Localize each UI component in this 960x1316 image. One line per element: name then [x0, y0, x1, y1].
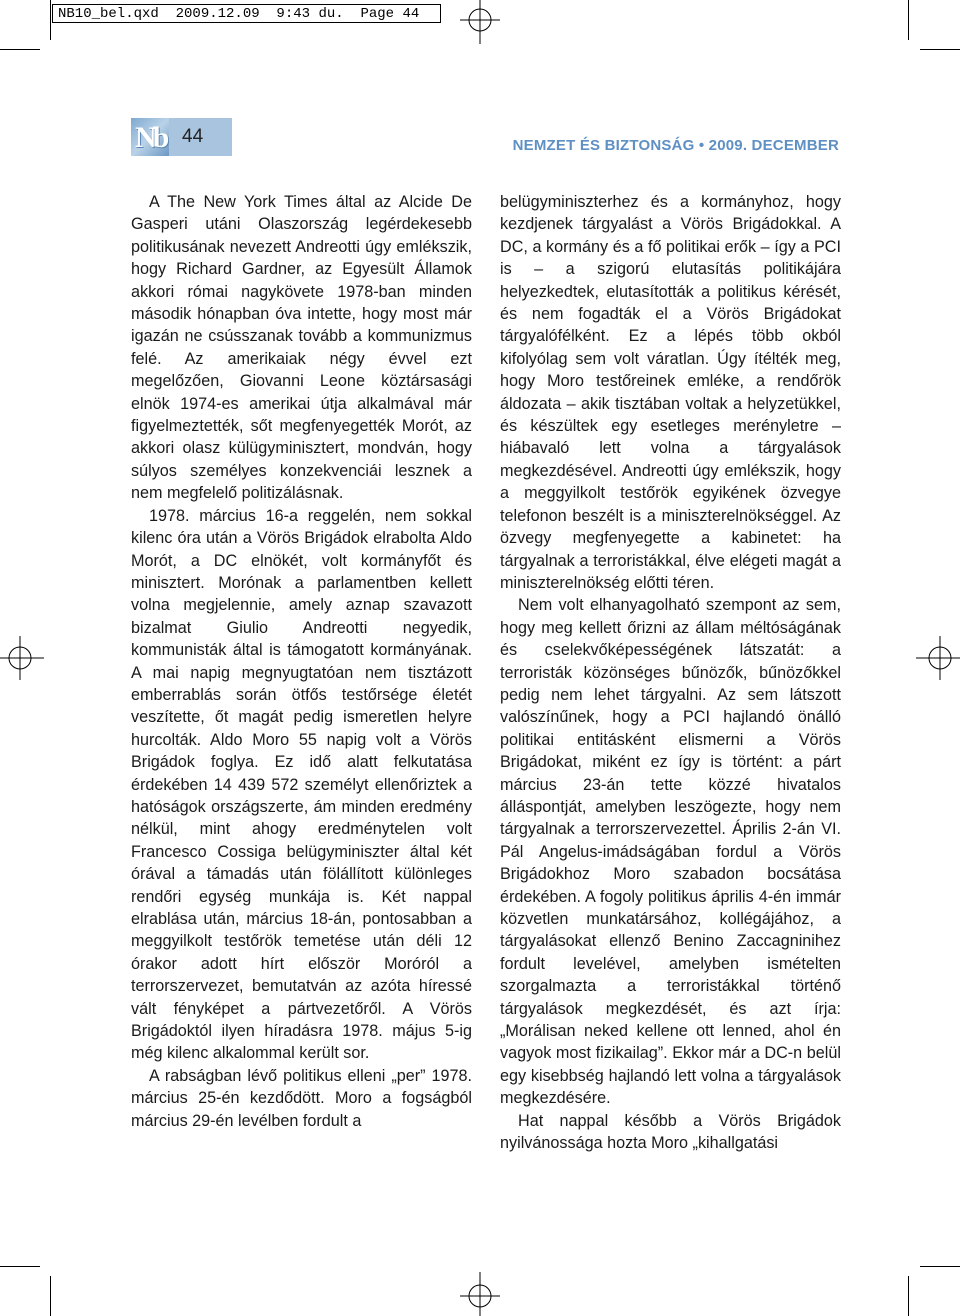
paragraph: Nem volt elhanyagolható szempont az sem, hogy meg kellett őrizni az állam méltóságának és cselekvőképességének látszatát: a terroristák közönséges bűnözők, bűnözőkkel pedig nem lehet tárgyalni. Az sem látszott valószínűnek, hogy a PCI hajlandó önálló politikai entitásként elismerni a Vörös Brigádokat, miként ez így is történt: a párt március 23-án tette közzé hivatalos álláspontját, amelyben leszögezte, hogy nem tárgyalnak a terrorszervezettel. Április 2-án VI. Pál Angelus-imádságában fordul a Vörös Brigádokhoz Moro szabadon bocsátása érdekében. A fogoly politikus április 4-én immár közvetlen munkatársához, kollégájához, a tárgyalásokat ellenző Benino Zaccagninihez fordult levelével, amelyben ismételten szorgalmazta a terroristákkal történő tárgyalások megkezdését, és azt írja: „Morálisan neked kellene ott lenned, ahol én vagyok most fizikailag”. Ekkor már a DC-n belül egy kisebbség hajlandó lett volna a tárgyalások megkezdésére.	[500, 596, 841, 1108]
trim-mark	[0, 1266, 40, 1267]
paragraph: belügyminiszterhez és a kormányhoz, hogy kezdjenek tárgyalást a Vörös Brigádokkal. A DC, a kormány és a fő politikai erők – így a PCI is – a szigorú elutasítás politikájára helyezkedtek, elutasították a politikus kérését, és nem fogadták el a Vörös Brigádokat tárgyalófélként. Ez a lépés több okból kifolyólag sem volt váratlan. Úgy ítélték meg, hogy Moro testőreinek emléke, a rendőrök áldozata – akik tisztában voltak a helyzetükkel, és készültek egy esetleges merényletre – hiábavaló lett volna a tárgyalások megkezdésével. Andreotti úgy emlékszik, hogy a meggyilkolt testőrök egyikének özvegye telefonon beszélt is a miniszterelnökséggel. Az özvegy megfenyegette a kabinetet: ha tárgyalnak a terroristákkal, élve elégeti magát a miniszterelnökség előtti téren.	[500, 193, 841, 592]
journal-logo	[131, 118, 169, 156]
paragraph: A rabságban lévő politikus elleni „per” 1978. március 25-én kezdődött. Moro a fogságból március 29-én levélben fordult a	[131, 1066, 472, 1130]
paragraph: A The New York Times által az Alcide De Gasperi utáni Olaszország legérdekesebb politikusának nevezett Andreotti úgy emlékszik, hogy Richard Gardner, az Egyesült Államok akkori római nagykövete 1978-ban minden második hónapban óva intette, hogy most már igazán ne csússzanak tovább a kommunizmus felé. Az amerikaiak négy évvel ezt megelőzően, Giovanni Leone köztársasági elnök 1974-es amerikai útja alkalmával már figyelmeztették, sőt megfenyegették Morót, az akkori olasz külügyminisztert, mondván, hogy súlyos személyes konzekvenciái lesznek a nem megfelelő politizálásnak.	[131, 193, 472, 503]
trim-mark	[920, 49, 960, 50]
running-head: NEMZET ÉS BIZTONSÁG • 2009. DECEMBER	[512, 137, 839, 154]
paragraph: Hat nappal később a Vörös Brigádok nyilvánossága hozta Moro „kihallgatási	[500, 1111, 841, 1153]
registration-mark-right	[916, 636, 960, 680]
trim-mark	[908, 1276, 909, 1316]
trim-mark	[908, 0, 909, 40]
left-column	[131, 191, 472, 1132]
trim-mark	[0, 49, 40, 50]
right-column	[500, 191, 841, 1154]
trim-mark	[50, 1276, 51, 1316]
trim-mark	[920, 1266, 960, 1267]
registration-mark-bottom	[458, 1272, 502, 1316]
registration-mark-top	[458, 0, 502, 44]
registration-mark-left	[0, 636, 44, 680]
printer-slug: NB10_bel.qxd 2009.12.09 9:43 du. Page 44	[52, 4, 441, 23]
paragraph: 1978. március 16-a reggelén, nem sokkal kilenc óra után a Vörös Brigádok elrabolta Aldo Morót, a DC elnökét, volt kormányfőt és minisztert. Morónak a parlamentben kellett volna megjelennie, amely aznap szavazott bizalmat Giulio Andreotti negyedik, kommunisták által is támogatott kormányának. A mai napig megnyugtatóan nem tisztázott emberrablás során ötfős testőrsége életét veszítette, őt magát pedig ismeretlen helyre hurcolták. Aldo Moro 55 napig volt a Vörös Brigádok foglya. Ez idő alatt felkutatása érdekében 14 439 572 személyt ellenőriztek a hatóságok országszerte, ám minden eredmény nélkül, mint ahogy eredménytelen volt Francesco Cossiga belügyminiszter által két órával a támadás után fölállított különleges rendőri egység munkája is. Két nappal elrablása után, március 18-án, pontosabban a meggyilkolt testőrök temetése után déli 12 órakor adott hírt először Moróról a terrorszervezet, bemutatván az azóta híressé vált fényképet a pártvezetőről. A Vörös Brigádoktól ilyen híradásra 1978. május 5-ig még kilenc alkalommal került sor.	[131, 506, 472, 1063]
journal-logo-text: Nb	[135, 121, 166, 154]
page-number: 44	[169, 118, 232, 156]
trim-mark	[50, 0, 51, 40]
